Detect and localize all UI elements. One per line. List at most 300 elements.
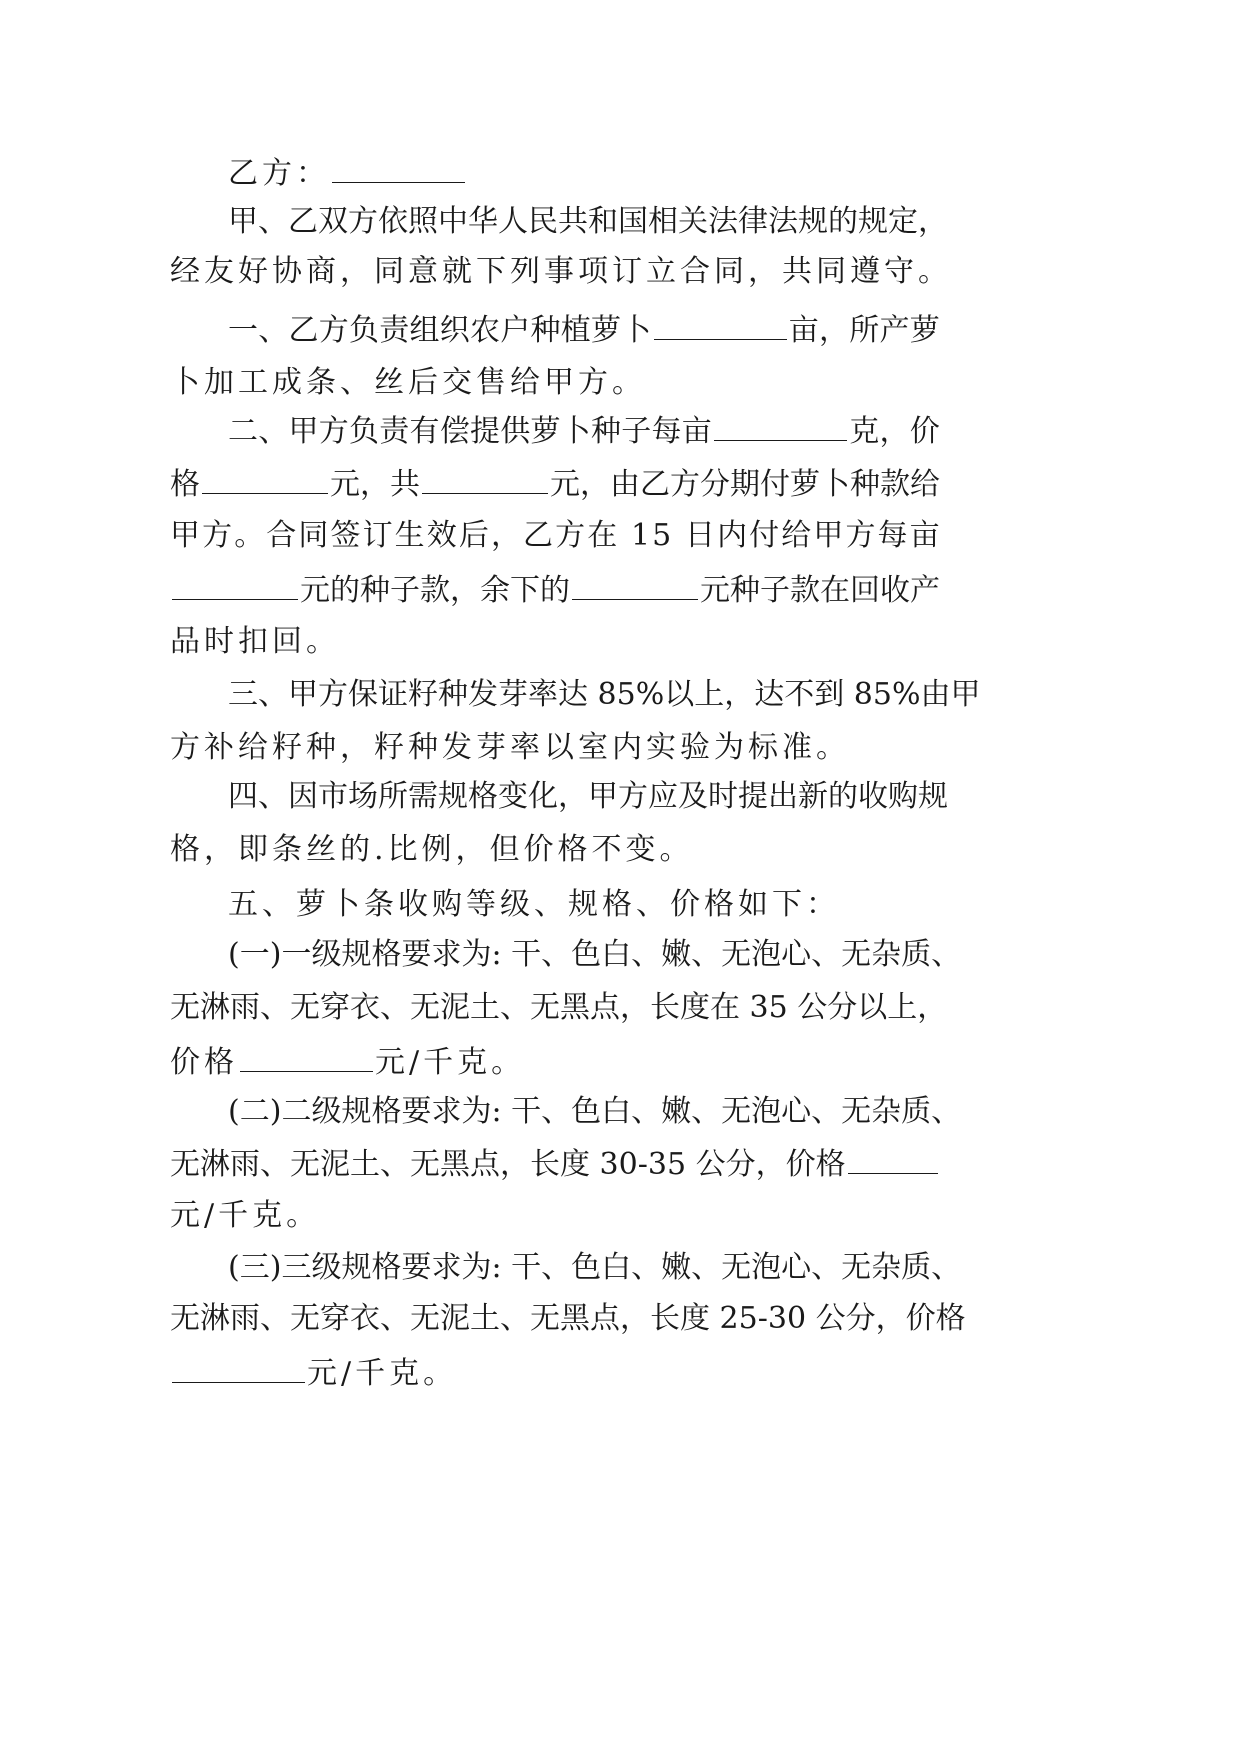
text-char: 新 bbox=[798, 779, 828, 814]
text-char: 1 bbox=[630, 518, 651, 553]
text-char: % bbox=[635, 677, 665, 712]
text-char: 无 bbox=[841, 937, 872, 972]
text-char: 雨 bbox=[230, 1301, 260, 1336]
text-char: ， bbox=[490, 518, 521, 553]
text-char: 一 bbox=[228, 313, 258, 348]
text-char: 无 bbox=[841, 1094, 872, 1129]
text-char: 土 bbox=[470, 1301, 500, 1336]
text-char: 、 bbox=[541, 1094, 572, 1129]
text-char: 方 bbox=[202, 518, 233, 553]
text-char: 、 bbox=[691, 1250, 722, 1285]
text-char: 长 bbox=[530, 1147, 560, 1182]
text-char: 由 bbox=[610, 467, 640, 502]
text-char: ， bbox=[620, 990, 650, 1025]
text-char: ， bbox=[580, 467, 610, 502]
text-char: 为 bbox=[461, 1094, 492, 1129]
text-char: 共 bbox=[558, 204, 588, 239]
text-char: 发 bbox=[468, 677, 498, 712]
text-char: 甲 bbox=[170, 518, 200, 553]
text-char: 无 bbox=[841, 1250, 872, 1285]
text-line bbox=[228, 885, 840, 925]
text-char: 方 bbox=[318, 414, 349, 449]
text-char: 、 bbox=[811, 1250, 842, 1285]
fill-in-blank[interactable] bbox=[422, 463, 548, 494]
text-char: 人 bbox=[498, 204, 528, 239]
text-char bbox=[502, 1092, 512, 1132]
text-char: - bbox=[637, 1147, 648, 1182]
text-char: 色 bbox=[571, 1094, 602, 1129]
text-char: 关 bbox=[678, 204, 708, 239]
text-char: 籽 bbox=[408, 677, 438, 712]
text-line bbox=[170, 463, 940, 505]
text-char: 杂 bbox=[871, 937, 902, 972]
text-char: 双 bbox=[318, 204, 348, 239]
text-char: 级 bbox=[311, 1250, 342, 1285]
text-line bbox=[170, 1299, 966, 1339]
text-char: 由 bbox=[920, 677, 951, 712]
text-char: 质 bbox=[901, 1094, 932, 1129]
text-char: 不 bbox=[784, 677, 815, 712]
text-char: 淋 bbox=[200, 990, 230, 1025]
text-char: 子 bbox=[760, 573, 790, 608]
text-char: 三 bbox=[239, 1250, 270, 1285]
text-char: 泡 bbox=[751, 937, 782, 972]
text-char: 长 bbox=[650, 990, 680, 1025]
text-segment: 元/千克。 bbox=[375, 1045, 526, 1080]
text-char: 、 bbox=[500, 990, 530, 1025]
text-char: ， bbox=[620, 1301, 650, 1336]
text-char: 土 bbox=[350, 1147, 380, 1182]
text-char: 黑 bbox=[560, 1301, 590, 1336]
text-char: 乙 bbox=[288, 204, 318, 239]
text-char: 无 bbox=[410, 1301, 440, 1336]
text-char: 场 bbox=[348, 779, 378, 814]
text-char: 分 bbox=[700, 467, 730, 502]
text-char: 种 bbox=[360, 573, 390, 608]
text-char: 、 bbox=[811, 937, 842, 972]
text-char: 衣 bbox=[350, 1301, 380, 1336]
text-char: 种 bbox=[591, 414, 621, 449]
text-char: 植 bbox=[560, 313, 591, 348]
text-char: 、 bbox=[811, 1094, 842, 1129]
text-char: ( bbox=[228, 937, 240, 972]
text-char: 泡 bbox=[751, 1094, 782, 1129]
text-char: 、 bbox=[691, 937, 722, 972]
text-segment: 元/千克。 bbox=[170, 1198, 321, 1233]
text-char: 三 bbox=[228, 677, 258, 712]
text-char: 以 bbox=[664, 677, 695, 712]
text-char: 组 bbox=[409, 313, 440, 348]
text-char: 3 bbox=[749, 990, 769, 1025]
text-char: 为 bbox=[461, 1250, 492, 1285]
text-char: 5 bbox=[872, 677, 892, 712]
text-char: 乙 bbox=[288, 313, 319, 348]
text-char: 方 bbox=[618, 779, 648, 814]
text-char: 期 bbox=[730, 467, 760, 502]
text-char: 法 bbox=[768, 204, 798, 239]
text-char: 变 bbox=[498, 779, 528, 814]
text-char: 格 bbox=[371, 937, 402, 972]
text-char: 淋 bbox=[200, 1147, 230, 1182]
text-char: 保 bbox=[348, 677, 378, 712]
text-char: 、 bbox=[258, 313, 289, 348]
text-line bbox=[170, 830, 694, 870]
text-char: 土 bbox=[470, 990, 500, 1025]
fill-in-blank[interactable] bbox=[714, 410, 847, 441]
text-char: 求 bbox=[431, 1094, 462, 1129]
text-char: 要 bbox=[401, 1250, 432, 1285]
text-char: 供 bbox=[500, 414, 531, 449]
fill-in-blank[interactable] bbox=[572, 569, 698, 600]
text-line bbox=[170, 1041, 525, 1083]
text-char: 杂 bbox=[871, 1250, 902, 1285]
text-char bbox=[590, 1145, 600, 1185]
text-char: 三 bbox=[281, 1250, 312, 1285]
text-char: 无 bbox=[721, 1250, 752, 1285]
text-segment: 乙方： bbox=[228, 156, 330, 191]
text-char: 方 bbox=[318, 677, 348, 712]
text-char: ) bbox=[269, 1250, 282, 1285]
text-char: 规 bbox=[798, 204, 828, 239]
text-line bbox=[228, 1248, 962, 1288]
text-char bbox=[788, 988, 798, 1028]
text-char: 法 bbox=[708, 204, 738, 239]
text-char: 要 bbox=[401, 937, 432, 972]
text-char: 分 bbox=[827, 990, 858, 1025]
text-char: 克 bbox=[849, 414, 880, 449]
text-char: 中 bbox=[438, 204, 468, 239]
text-char: 时 bbox=[708, 779, 738, 814]
text-char: 格 bbox=[371, 1250, 402, 1285]
text-char: 甲 bbox=[288, 414, 319, 449]
text-char: 萝 bbox=[909, 313, 940, 348]
fill-in-blank[interactable] bbox=[848, 1143, 938, 1174]
text-char: 甲 bbox=[588, 779, 618, 814]
text-char: 相 bbox=[648, 204, 678, 239]
text-char: 质 bbox=[901, 1250, 932, 1285]
text-segment: 价格 bbox=[170, 1045, 238, 1080]
text-char: 无 bbox=[170, 1301, 200, 1336]
text-char bbox=[806, 1299, 816, 1339]
text-char: 格 bbox=[371, 1094, 402, 1129]
text-char: 、 bbox=[260, 1147, 290, 1182]
text-char: 0 bbox=[786, 1301, 807, 1336]
text-char: 穿 bbox=[320, 990, 350, 1025]
text-char bbox=[710, 1299, 720, 1339]
text-char: 产 bbox=[879, 313, 910, 348]
text-char: 方 bbox=[318, 313, 349, 348]
text-char: 、 bbox=[380, 1301, 410, 1336]
text-char: 色 bbox=[571, 937, 602, 972]
text-char: 二 bbox=[239, 1094, 270, 1129]
text-char: 无 bbox=[290, 1301, 320, 1336]
text-char: 规 bbox=[341, 1250, 372, 1285]
text-char: 雨 bbox=[230, 990, 260, 1025]
text-char bbox=[502, 1248, 512, 1288]
text-char: 在 bbox=[820, 573, 850, 608]
text-char: 、 bbox=[931, 1250, 962, 1285]
text-char: 3 bbox=[767, 1301, 787, 1336]
text-char: 度 bbox=[680, 1301, 710, 1336]
text-char: ， bbox=[918, 204, 948, 239]
text-char: 、 bbox=[931, 937, 962, 972]
text-char: 甲 bbox=[813, 518, 844, 553]
fill-in-blank[interactable] bbox=[332, 152, 465, 183]
text-char: 方 bbox=[845, 518, 876, 553]
text-line bbox=[228, 935, 962, 975]
text-char: 订 bbox=[362, 518, 393, 553]
text-char: 萝 bbox=[530, 414, 561, 449]
text-char: 到 bbox=[814, 677, 845, 712]
text-char: 因 bbox=[288, 779, 318, 814]
text-char: 和 bbox=[588, 204, 618, 239]
text-line bbox=[170, 363, 646, 403]
text-char: 规 bbox=[341, 937, 372, 972]
text-char: ， bbox=[360, 467, 390, 502]
text-char: 回 bbox=[850, 573, 880, 608]
text-char: 无 bbox=[721, 937, 752, 972]
text-char: 依 bbox=[378, 204, 408, 239]
text-char: 一 bbox=[281, 937, 312, 972]
text-char: 、 bbox=[258, 779, 288, 814]
text-char: ， bbox=[755, 1147, 786, 1182]
text-char: 无 bbox=[530, 1301, 560, 1336]
text-char: 亩 bbox=[681, 414, 712, 449]
text-char: 白 bbox=[601, 1250, 632, 1285]
text-char: 生 bbox=[394, 518, 425, 553]
text-char: 种 bbox=[730, 573, 760, 608]
text-char: 在 bbox=[587, 518, 618, 553]
text-char: 泡 bbox=[751, 1250, 782, 1285]
text-char: 、 bbox=[541, 1250, 572, 1285]
text-char: ， bbox=[875, 1301, 906, 1336]
text-char: 元 bbox=[330, 467, 360, 502]
text-char: 、 bbox=[541, 937, 572, 972]
text-char: 及 bbox=[678, 779, 708, 814]
text-char: 的 bbox=[330, 573, 360, 608]
text-char: 方 bbox=[348, 204, 378, 239]
text-char: - bbox=[757, 1301, 768, 1336]
text-char: 要 bbox=[401, 1094, 432, 1129]
text-char: 8 bbox=[597, 677, 617, 712]
text-char: 白 bbox=[601, 937, 632, 972]
text-char: : bbox=[491, 1250, 502, 1285]
text-line bbox=[170, 988, 948, 1028]
text-char bbox=[844, 675, 854, 715]
text-char: 质 bbox=[901, 937, 932, 972]
text-char: 规 bbox=[858, 204, 888, 239]
text-char: 子 bbox=[390, 573, 420, 608]
text-char: 2 bbox=[719, 1301, 739, 1336]
text-char: 同 bbox=[298, 518, 329, 553]
text-char: 求 bbox=[431, 1250, 462, 1285]
text-char: 四 bbox=[228, 779, 258, 814]
text-char: 二 bbox=[228, 414, 258, 449]
text-char: 照 bbox=[408, 204, 438, 239]
text-char: 购 bbox=[888, 779, 918, 814]
text-char: 3 bbox=[599, 1147, 619, 1182]
text-char: 、 bbox=[691, 1094, 722, 1129]
text-line bbox=[228, 675, 981, 715]
text-char: ， bbox=[879, 414, 910, 449]
text-char: 心 bbox=[781, 1250, 812, 1285]
text-char: 公 bbox=[797, 990, 828, 1025]
text-line bbox=[170, 252, 952, 292]
text-char: 方 bbox=[555, 518, 586, 553]
text-char: 甲 bbox=[228, 204, 258, 239]
text-char: ) bbox=[269, 1094, 282, 1129]
text-char: 、 bbox=[258, 677, 288, 712]
text-char: ) bbox=[269, 937, 282, 972]
text-char: 有 bbox=[409, 414, 440, 449]
text-char: 的 bbox=[828, 779, 858, 814]
text-char: 公 bbox=[695, 1147, 726, 1182]
text-char: 5 bbox=[738, 1301, 758, 1336]
text-char: 、 bbox=[631, 1094, 662, 1129]
text-segment: 品时扣回。 bbox=[170, 624, 340, 659]
text-line bbox=[228, 309, 940, 351]
text-char: 心 bbox=[781, 937, 812, 972]
text-char: 负 bbox=[349, 414, 379, 449]
fill-in-blank[interactable] bbox=[654, 309, 787, 340]
text-char: 规 bbox=[918, 779, 948, 814]
text-char: 杂 bbox=[871, 1094, 902, 1129]
text-char: 无 bbox=[721, 1094, 752, 1129]
text-line bbox=[170, 1196, 320, 1236]
text-char: 3 bbox=[647, 1147, 667, 1182]
text-char: 格 bbox=[468, 779, 498, 814]
text-char: 种 bbox=[850, 467, 880, 502]
text-char: 格 bbox=[935, 1301, 966, 1336]
text-char: 无 bbox=[290, 1147, 320, 1182]
text-char: 无 bbox=[170, 1147, 200, 1182]
text-char: 方 bbox=[670, 467, 700, 502]
text-char: 淋 bbox=[200, 1301, 230, 1336]
text-char: 5 bbox=[616, 677, 636, 712]
text-char: 收 bbox=[880, 573, 910, 608]
text-char: 为 bbox=[461, 937, 492, 972]
text-line bbox=[228, 1092, 962, 1132]
text-char: 、 bbox=[931, 1094, 962, 1129]
text-char: 格 bbox=[170, 467, 200, 502]
text-char: 、 bbox=[500, 1301, 530, 1336]
text-char: 级 bbox=[311, 937, 342, 972]
text-char: 签 bbox=[330, 518, 361, 553]
text-line bbox=[170, 728, 850, 768]
text-char: 嫩 bbox=[661, 937, 692, 972]
text-char: 长 bbox=[650, 1301, 680, 1336]
text-segment: 格，即条丝的.比例，但价格不变。 bbox=[170, 832, 694, 867]
text-char: 度 bbox=[560, 1147, 590, 1182]
text-char: 出 bbox=[768, 779, 798, 814]
text-char: 、 bbox=[260, 990, 290, 1025]
text-char: 市 bbox=[318, 779, 348, 814]
text-char: 、 bbox=[260, 1301, 290, 1336]
text-char: 定 bbox=[888, 204, 918, 239]
text-char: 黑 bbox=[440, 1147, 470, 1182]
text-char: 偿 bbox=[439, 414, 470, 449]
text-char bbox=[502, 935, 512, 975]
text-char: 度 bbox=[680, 990, 710, 1025]
text-char: 二 bbox=[281, 1094, 312, 1129]
text-char: 元 bbox=[550, 467, 580, 502]
text-char: 后 bbox=[458, 518, 489, 553]
text-char: 规 bbox=[438, 779, 468, 814]
text-segment: 元/千克。 bbox=[307, 1356, 458, 1391]
text-char: 产 bbox=[910, 573, 940, 608]
text-char: 5 bbox=[768, 990, 788, 1025]
text-char: 的 bbox=[540, 573, 570, 608]
text-char: 价 bbox=[785, 1147, 816, 1182]
text-char: 甲 bbox=[950, 677, 981, 712]
text-char: 白 bbox=[601, 1094, 632, 1129]
text-char: 价 bbox=[905, 1301, 936, 1336]
text-line bbox=[228, 410, 940, 452]
text-char: 5 bbox=[666, 1147, 687, 1182]
text-char bbox=[619, 516, 629, 556]
text-char: 、 bbox=[380, 990, 410, 1025]
text-char: 黑 bbox=[560, 990, 590, 1025]
text-char: 责 bbox=[379, 414, 410, 449]
fill-in-blank[interactable] bbox=[240, 1041, 373, 1072]
text-char: 芽 bbox=[498, 677, 528, 712]
text-char: 所 bbox=[378, 779, 408, 814]
text-char: 上 bbox=[694, 677, 725, 712]
text-char bbox=[673, 516, 683, 556]
text-char: 化 bbox=[528, 779, 558, 814]
text-char: ， bbox=[500, 1147, 530, 1182]
text-char: 价 bbox=[909, 414, 940, 449]
text-char: 无 bbox=[530, 990, 560, 1025]
text-char: 效 bbox=[426, 518, 457, 553]
text-char: 级 bbox=[311, 1094, 342, 1129]
text-char: 户 bbox=[500, 313, 531, 348]
text-char: 元 bbox=[300, 573, 330, 608]
text-char: 干 bbox=[511, 937, 542, 972]
text-char: 泥 bbox=[440, 1301, 470, 1336]
text-char: 国 bbox=[618, 204, 648, 239]
text-char: 每 bbox=[877, 518, 908, 553]
text-char bbox=[686, 1145, 696, 1185]
fill-in-blank[interactable] bbox=[172, 569, 298, 600]
fill-in-blank[interactable] bbox=[202, 463, 328, 494]
text-char: 点 bbox=[470, 1147, 500, 1182]
text-char: 每 bbox=[651, 414, 682, 449]
text-char: 律 bbox=[738, 204, 768, 239]
text-char: 无 bbox=[410, 1147, 440, 1182]
text-char: ( bbox=[228, 1250, 240, 1285]
text-char: 公 bbox=[815, 1301, 846, 1336]
text-char: 负 bbox=[349, 313, 379, 348]
text-char: ， bbox=[558, 779, 588, 814]
text-char: ( bbox=[228, 1094, 240, 1129]
text-char: 分 bbox=[725, 1147, 756, 1182]
text-char: 上 bbox=[887, 990, 918, 1025]
text-char: 求 bbox=[431, 937, 462, 972]
text-char: 提 bbox=[470, 414, 500, 449]
text-char: 应 bbox=[648, 779, 678, 814]
text-char: 的 bbox=[828, 204, 858, 239]
text-char: 款 bbox=[790, 573, 820, 608]
text-line bbox=[170, 516, 940, 556]
fill-in-blank[interactable] bbox=[172, 1352, 305, 1383]
text-line bbox=[228, 152, 467, 194]
text-char: 达 bbox=[558, 677, 588, 712]
text-char: 一 bbox=[239, 937, 270, 972]
text-char: 率 bbox=[528, 677, 558, 712]
text-char: 元 bbox=[700, 573, 730, 608]
text-char: 余 bbox=[480, 573, 510, 608]
